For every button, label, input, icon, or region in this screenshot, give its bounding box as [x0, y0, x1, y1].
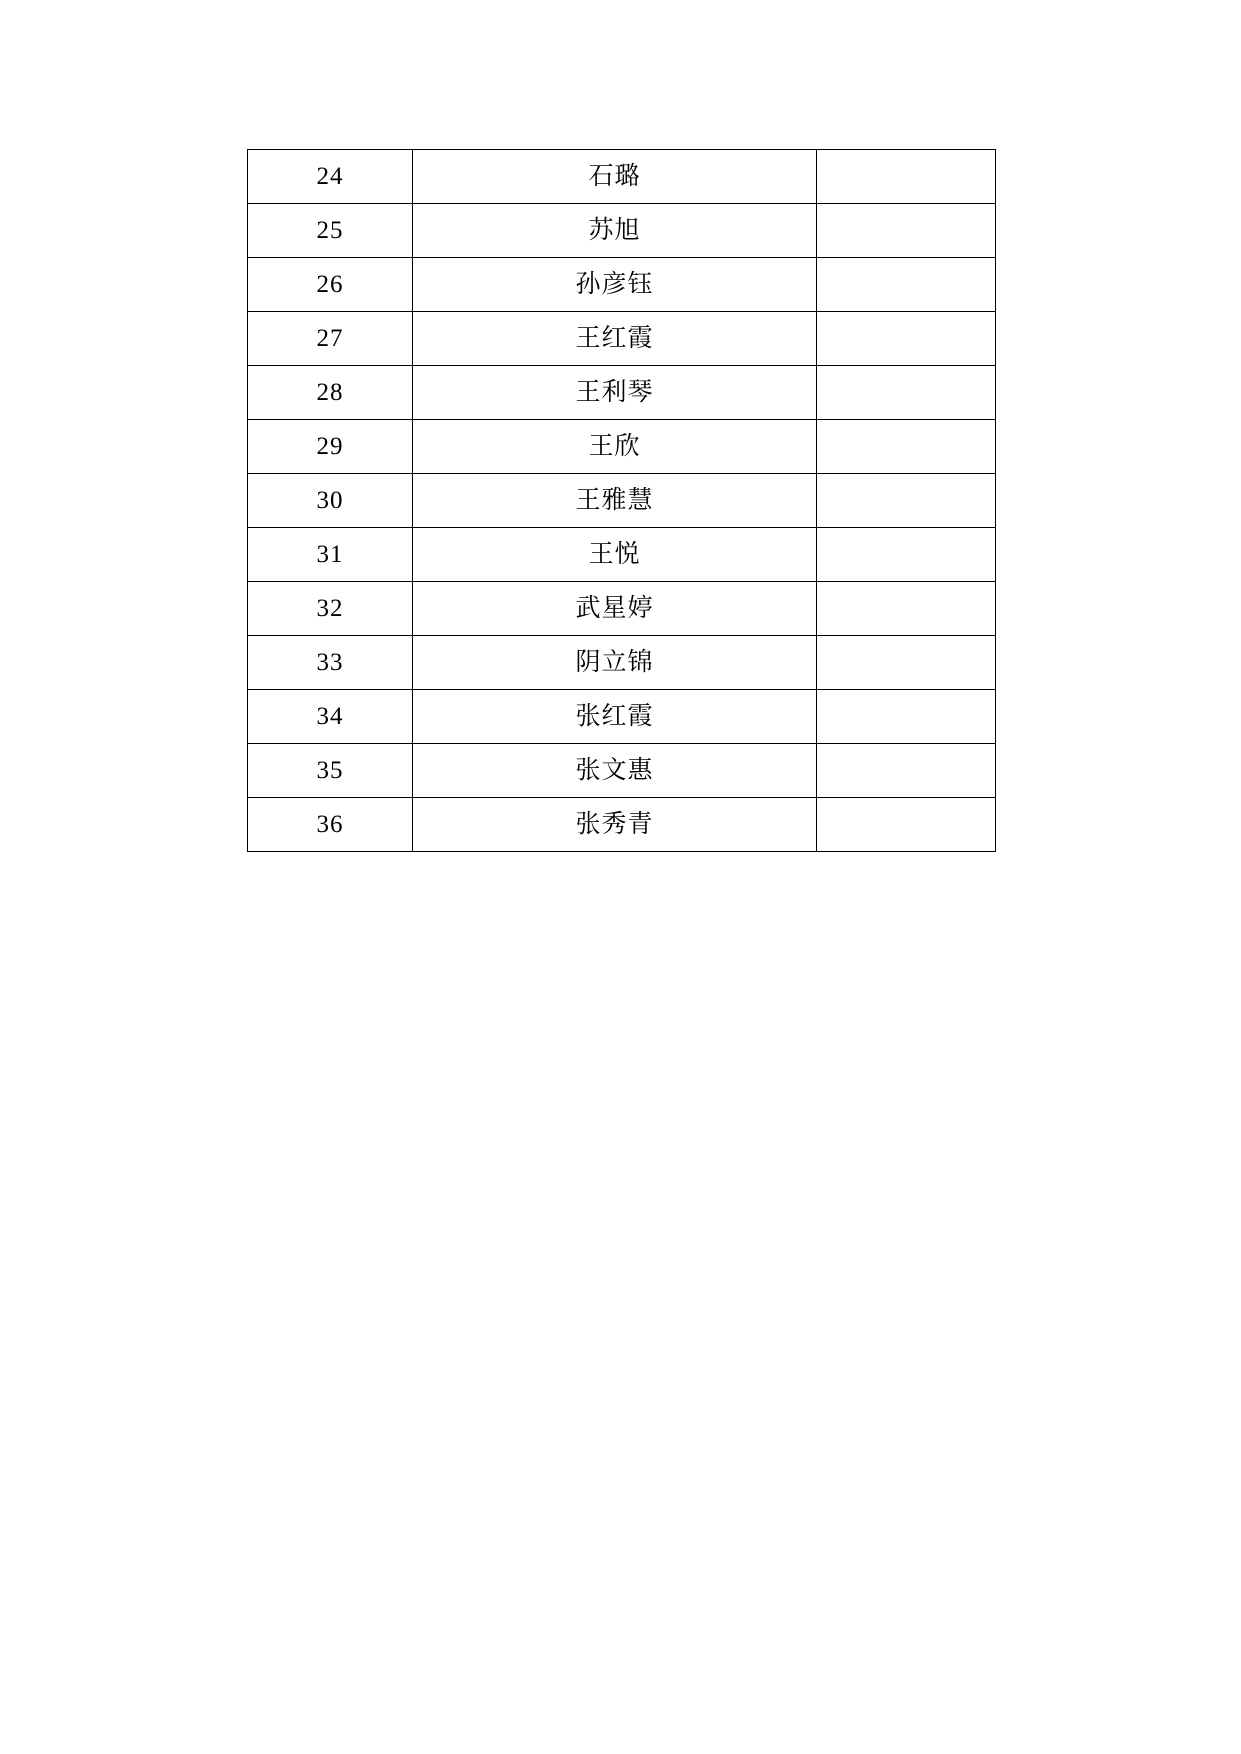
row-empty-cell — [817, 798, 996, 852]
row-index-cell: 28 — [248, 366, 413, 420]
table-row — [248, 474, 996, 528]
row-empty-cell — [817, 690, 996, 744]
row-empty-cell — [817, 204, 996, 258]
row-name-cell: 孙彦钰 — [413, 258, 817, 312]
row-index-cell: 31 — [248, 528, 413, 582]
table-body — [248, 150, 996, 852]
row-index-cell: 34 — [248, 690, 413, 744]
row-empty-cell — [817, 582, 996, 636]
row-name-cell: 王红霞 — [413, 312, 817, 366]
table-row — [248, 150, 996, 204]
row-name-cell: 张秀青 — [413, 798, 817, 852]
table-row — [248, 636, 996, 690]
table-row — [248, 258, 996, 312]
row-name-cell: 王悦 — [413, 528, 817, 582]
table-row — [248, 528, 996, 582]
row-empty-cell — [817, 150, 996, 204]
row-name-cell: 阴立锦 — [413, 636, 817, 690]
row-name-cell: 张红霞 — [413, 690, 817, 744]
row-index-cell: 33 — [248, 636, 413, 690]
row-index-cell: 35 — [248, 744, 413, 798]
row-name-cell: 王利琴 — [413, 366, 817, 420]
row-index-cell: 32 — [248, 582, 413, 636]
row-empty-cell — [817, 528, 996, 582]
row-name-cell: 王雅慧 — [413, 474, 817, 528]
row-index-cell: 27 — [248, 312, 413, 366]
row-name-cell: 苏旭 — [413, 204, 817, 258]
row-index-cell: 30 — [248, 474, 413, 528]
row-name-cell: 张文惠 — [413, 744, 817, 798]
row-empty-cell — [817, 636, 996, 690]
table-row — [248, 798, 996, 852]
row-name-cell: 王欣 — [413, 420, 817, 474]
table-row — [248, 312, 996, 366]
table-row — [248, 582, 996, 636]
table-row — [248, 204, 996, 258]
row-index-cell: 25 — [248, 204, 413, 258]
name-list-table — [247, 149, 996, 852]
row-name-cell: 石璐 — [413, 150, 817, 204]
table-row — [248, 420, 996, 474]
table-row — [248, 366, 996, 420]
row-index-cell: 36 — [248, 798, 413, 852]
row-index-cell: 29 — [248, 420, 413, 474]
row-index-cell: 24 — [248, 150, 413, 204]
row-empty-cell — [817, 474, 996, 528]
row-empty-cell — [817, 744, 996, 798]
row-name-cell: 武星婷 — [413, 582, 817, 636]
row-empty-cell — [817, 258, 996, 312]
row-empty-cell — [817, 420, 996, 474]
table-row — [248, 690, 996, 744]
table-row — [248, 744, 996, 798]
row-empty-cell — [817, 312, 996, 366]
row-empty-cell — [817, 366, 996, 420]
row-index-cell: 26 — [248, 258, 413, 312]
